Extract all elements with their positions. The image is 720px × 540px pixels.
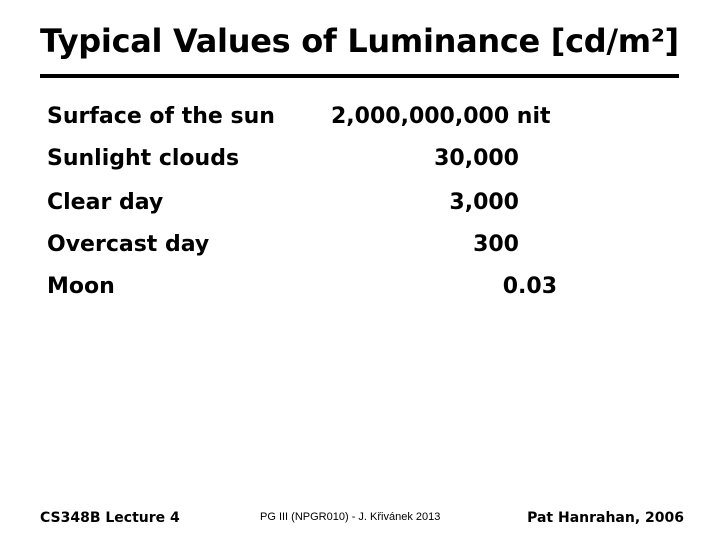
title-divider	[40, 74, 679, 78]
row-label: Clear day	[47, 190, 164, 215]
footer-credit: PG III (NPGR010) - J. Křivánek 2013	[260, 511, 441, 523]
footer-author: Pat Hanrahan, 2006	[527, 510, 684, 526]
page-title: Typical Values of Luminance [cd/m²]	[40, 22, 679, 60]
row-label: Overcast day	[47, 232, 210, 257]
row-label: Surface of the sun	[47, 104, 275, 129]
row-value: 0.03	[502, 274, 557, 299]
row-value: 2,000,000,000 nit	[331, 104, 551, 129]
footer-course: CS348B Lecture 4	[40, 510, 180, 526]
table-row	[47, 230, 607, 260]
row-value: 3,000	[449, 190, 519, 215]
row-label: Moon	[47, 274, 115, 299]
row-label: Sunlight clouds	[47, 146, 240, 171]
row-value: 300	[473, 232, 519, 257]
table-row	[47, 102, 607, 132]
row-value: 30,000	[434, 146, 519, 171]
table-row	[47, 144, 607, 174]
table-row	[47, 272, 607, 302]
table-row	[47, 188, 607, 218]
